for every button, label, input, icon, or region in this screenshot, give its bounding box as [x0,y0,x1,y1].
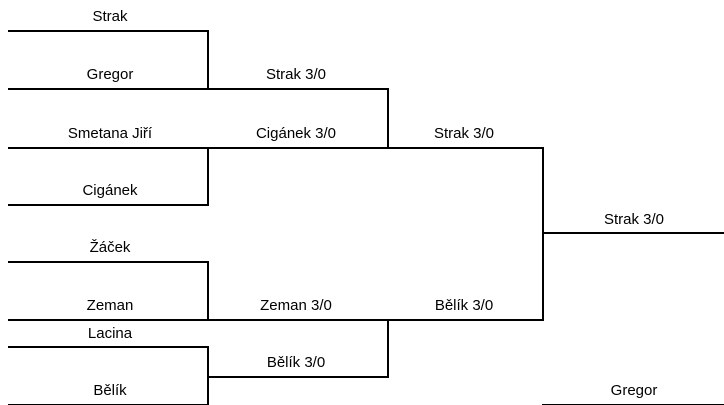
final-winner: Strak 3/0 [603,211,665,228]
r1-player-3: Smetana Jiří [67,125,153,142]
sf-result-1: Strak 3/0 [433,125,495,142]
sf-result-2: Bělík 3/0 [434,297,494,314]
r1-player-6: Zeman [86,297,134,314]
r1-player-5: Žáček [89,239,131,256]
r2-result-2: Cigánek 3/0 [255,125,337,142]
extra-player: Gregor [610,382,658,399]
r2-result-1: Strak 3/0 [265,66,327,83]
r1-player-8: Bělík [93,382,127,399]
r1-player-1: Strak [92,8,128,25]
r1-player-2: Gregor [86,66,134,83]
r2-result-4: Bělík 3/0 [266,354,326,371]
r2-result-3: Zeman 3/0 [260,297,332,314]
r1-player-7: Lacina [87,325,133,342]
r1-player-4: Cigánek [82,182,138,199]
